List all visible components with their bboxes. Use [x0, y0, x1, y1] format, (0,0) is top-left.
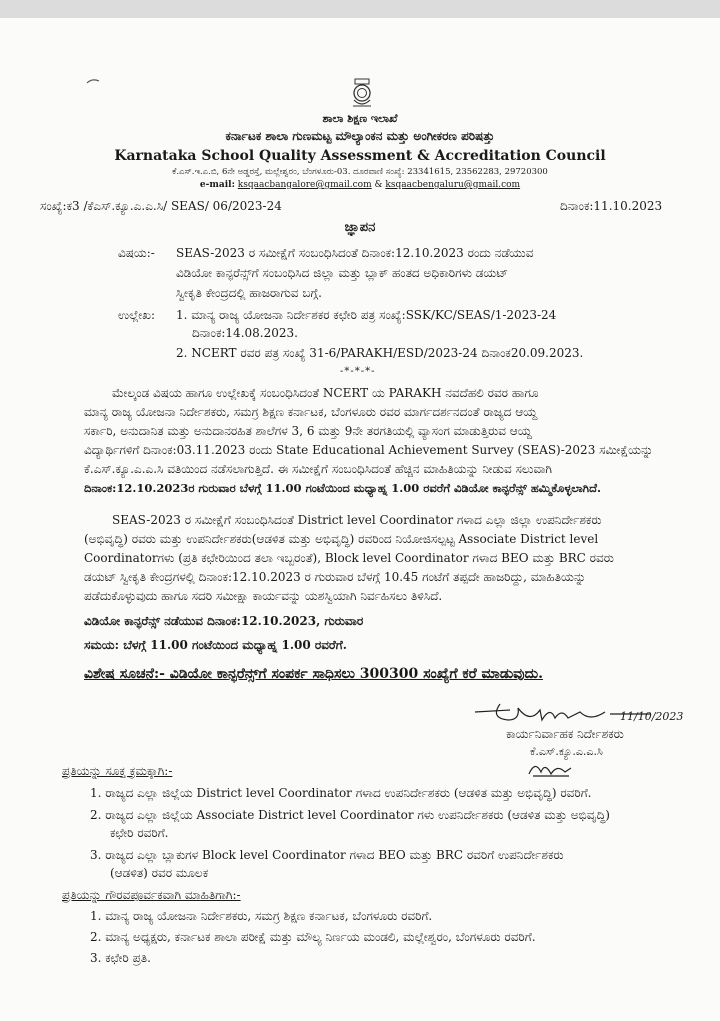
pen-mark — [86, 78, 100, 84]
para1-line: ಮಾನ್ಯ ರಾಜ್ಯ ಯೋಜನಾ ನಿರ್ದೇಶಕರು, ಸಮಗ್ರ ಶಿಕ್ಷಣ ಕರ್ನಾಟಕ, ಬೆಂಗಳೂರು ರವರ ಮಾರ್ಗದರ್ಶನದಂತೆ ರಾಜ್ಯದ ಆಯ್ದ — [84, 405, 538, 419]
para1-line: ವಿದ್ಯಾರ್ಥಿಗಳಿಗೆ ದಿನಾಂಕ:03.11.2023 ರಂದು State Educational Achievement Survey (SEAS)-2023 ಸಮೀಕ್ಷೆಯನ್ನು — [84, 443, 654, 457]
vc-date: ವಿಡಿಯೋ ಕಾನ್ಫರೆನ್ಸ್ ನಡೆಯುವ ದಿನಾಂಕ:12.10.2023, ಗುರುವಾರ — [84, 614, 364, 628]
references-label: ಉಲ್ಲೇಖ: — [118, 308, 156, 322]
copy-info-item: 2. ಮಾನ್ಯ ಅಧ್ಯಕ್ಷರು, ಕರ್ನಾಟಕ ಶಾಲಾ ಪರೀಕ್ಷೆ ಮತ್ತು ಮೌಲ್ಯ ನಿರ್ಣಯ ಮಂಡಲಿ, ಮಲ್ಲೇಶ್ವರಂ, ಬೆಂಗಳೂರು ರವರಿಗೆ. — [90, 930, 536, 944]
top-bar — [0, 0, 720, 18]
email-link-2[interactable]: ksqaacbengaluru@gmail.com — [385, 180, 521, 190]
email-label: e-mail: — [199, 180, 235, 190]
subject-line-3: ಸ್ವೀಕೃತಿ ಕೇಂದ್ರದಲ್ಲಿ ಹಾಜರಾಗುವ ಬಗ್ಗೆ. — [176, 286, 322, 300]
para1-line: ಸರ್ಕಾರಿ, ಅನುದಾನಿತ ಮತ್ತು ಅನುದಾನರಹಿತ ಶಾಲೆಗಳ 3, 6 ಮತ್ತು 9ನೇ ತರಗತಿಯಲ್ಲಿ ವ್ಯಾಸಂಗ ಮಾಡುತ್ತಿರುವ ಆಯ್ದ — [84, 424, 532, 438]
council-name-english: Karnataka School Quality Assessment & Accreditation Council — [114, 148, 606, 164]
para2-line: SEAS-2023 ರ ಸಮೀಕ್ಷೆಗೆ ಸಂಬಂಧಿಸಿದಂತೆ District level Coordinator ಗಳಾದ ಎಲ್ಲಾ ಜಿಲ್ಲಾ ಉಪನಿರ್ದೇಶಕರು — [112, 513, 602, 527]
copy-action-item-cont: ಕಛೇರಿ ರವರಿಗೆ. — [110, 826, 169, 840]
copy-action-item: 2. ರಾಜ್ಯದ ಎಲ್ಲಾ ಜಿಲ್ಲೆಯ Associate District level Coordinator ಗಳು ಉಪನಿರ್ದೇಶಕರು (ಆಡಳಿತ ಮತ್ತು ಅಭಿವೃದ್ಧಿ) — [90, 808, 610, 822]
para2-line: Coordinatorಗಳು (ಪ್ರತಿ ಕಛೇರಿಯಿಂದ ತಲಾ ಇಬ್ಬರಂತೆ), Block level Coordinator ಗಳಾದ BEO ಮತ್ತು BRC ರವರು — [84, 551, 614, 565]
subject-line-1: SEAS-2023 ರ ಸಮೀಕ್ಷೆಗೆ ಸಂಬಂಧಿಸಿದಂತೆ ದಿನಾಂಕ:12.10.2023 ರಂದು ನಡೆಯುವ — [176, 246, 534, 260]
para1-line: ದಿನಾಂಕ:12.10.2023ರ ಗುರುವಾರ ಬೆಳಗ್ಗೆ 11.00 ಗಂಟೆಯಿಂದ ಮಧ್ಯಾಹ್ನ 1.00 ರವರೆಗೆ ವಿಡಿಯೋ ಕಾನ್ಫರೆನ್ಸ್ ಹಮ್ಮಿಕೊಳ್ಳಲಾಗಿದೆ. — [84, 481, 601, 495]
reference-number: ಸಂಖ್ಯೆ:ಕ3 /ಕೆಎಸ್.ಕ್ಯೂ.ಎ.ಎ.ಸಿ/ SEAS/ 06/2023-24 — [40, 199, 282, 213]
copy-info-heading: ಪ್ರತಿಯನ್ನು ಗೌರವಪೂರ್ವಕವಾಗಿ ಮಾಹಿತಿಗಾಗಿ:- — [62, 888, 241, 902]
copy-action-item-cont: (ಆಡಳಿತ) ರವರ ಮೂಲಕ — [110, 866, 209, 880]
para2-line: ಪಡೆದುಕೊಳ್ಳುವುದು ಹಾಗೂ ಸದರಿ ಸಮೀಕ್ಷಾ ಕಾರ್ಯವನ್ನು ಯಶಸ್ವಿಯಾಗಿ ನಿರ್ವಹಿಸಲು ತಿಳಿಸಿದೆ. — [84, 589, 443, 603]
para2-line: (ಅಭಿವೃದ್ಧಿ) ರವರು ಮತ್ತು ಉಪನಿರ್ದೇಶಕರು(ಆಡಳಿತ ಮತ್ತು ಅಭಿವೃದ್ಧಿ) ರವರಿಂದ ನಿಯೋಜಿಸಲ್ಪಟ್ಟ Associate District level — [84, 532, 599, 546]
email-link-1[interactable]: ksqaacbangalore@gmail.com — [237, 180, 372, 190]
government-emblem-icon — [349, 78, 375, 108]
reference-date: ದಿನಾಂಕ:11.10.2023 — [560, 199, 663, 213]
signatory-organization: ಕೆ.ಎಸ್.ಕ್ಯೂ.ಎ.ಎ.ಸಿ — [530, 745, 603, 758]
signature-date: 11/10/2023 — [620, 710, 684, 723]
email-join: & — [374, 180, 383, 190]
para1-line: ಕೆ.ಎಸ್.ಕ್ಯೂ.ಎ.ಎ.ಸಿ ವತಿಯಿಂದ ನಡೆಸಲಾಗುತ್ತಿದೆ. ಈ ಸಮೀಕ್ಷೆಗೆ ಸಂಬಂಧಿಸಿದಂತೆ ಹೆಚ್ಚಿನ ಮಾಹಿತಿಯನ್ನು ನೀಡುವ ಸಲುವಾಗಿ — [84, 462, 552, 476]
document-title: ಜ್ಞಾಪನ — [344, 220, 376, 235]
subject-line-2: ವಿಡಿಯೋ ಕಾನ್ಫರೆನ್ಸ್‌ಗೆ ಸಂಬಂಧಿಸಿದ ಜಿಲ್ಲಾ ಮತ್ತು ಬ್ಲಾಕ್ ಹಂತದ ಅಧಿಕಾರಿಗಳು ಡಯಟ್ — [176, 266, 509, 280]
copy-info-item: 3. ಕಛೇರಿ ಪ್ರತಿ. — [90, 951, 151, 965]
copy-action-heading: ಪ್ರತಿಯನ್ನು ಸೂಕ್ತ ಕ್ರಮಕ್ಕಾಗಿ:- — [62, 764, 173, 778]
copy-action-item: 1. ರಾಜ್ಯದ ಎಲ್ಲಾ ಜಿಲ್ಲೆಯ District level Coordinator ಗಳಾದ ಉಪನಿರ್ದೇಶಕರು (ಆಡಳಿತ ಮತ್ತು ಅಭಿವೃದ್ಧಿ) ರವರಿಗೆ. — [90, 786, 592, 800]
dept-name-kannada: ಶಾಲಾ ಶಿಕ್ಷಣ ಇಲಾಖೆ — [322, 112, 398, 125]
initials-mark — [525, 758, 575, 780]
copy-info-item: 1. ಮಾನ್ಯ ರಾಜ್ಯ ಯೋಜನಾ ನಿರ್ದೇಶಕರು, ಸಮಗ್ರ ಶಿಕ್ಷಣ ಕರ್ನಾಟಕ, ಬೆಂಗಳೂರು ರವರಿಗೆ. — [90, 909, 433, 923]
reference-item-2: 2. NCERT ರವರ ಪತ್ರ ಸಂಖ್ಯೆ 31-6/PARAKH/ESD/2023-24 ದಿನಾಂಕ20.09.2023. — [176, 346, 584, 360]
signatory-designation: ಕಾರ್ಯನಿರ್ವಾಹಕ ನಿರ್ದೇಶಕರು — [506, 727, 624, 741]
council-name-kannada: ಕರ್ನಾಟಕ ಶಾಲಾ ಗುಣಮಟ್ಟ ಮೌಲ್ಯಾಂಕನ ಮತ್ತು ಅಂಗೀಕರಣ ಪರಿಷತ್ತು — [225, 129, 495, 143]
reference-item-1: 1. ಮಾನ್ಯ ರಾಜ್ಯ ಯೋಜನಾ ನಿರ್ದೇಶಕರ ಕಛೇರಿ ಪತ್ರ ಸಂಖ್ಯೆ:SSK/KC/SEAS/1-2023-24 — [176, 308, 557, 322]
section-divider: -*-*-*- — [340, 366, 376, 377]
special-note: ವಿಶೇಷ ಸೂಚನೆ:- ವಿಡಿಯೋ ಕಾನ್ಫರೆನ್ಸ್‌ಗೆ ಸಂಪರ್ಕ ಸಾಧಿಸಲು 300300 ಸಂಖ್ಯೆಗೆ ಕರೆ ಮಾಡುವುದು. — [84, 666, 543, 682]
reference-item-1-date: ದಿನಾಂಕ:14.08.2023. — [192, 326, 298, 340]
para1-line: ಮೇಲ್ಕಂಡ ವಿಷಯ ಹಾಗೂ ಉಲ್ಲೇಖಕ್ಕೆ ಸಂಬಂಧಿಸಿದಂತೆ NCERT ಯ PARAKH ನವದೆಹಲಿ ರವರ ಹಾಗೂ — [112, 386, 539, 400]
vc-time: ಸಮಯ: ಬೆಳಗ್ಗೆ 11.00 ಗಂಟೆಯಿಂದ ಮಧ್ಯಾಹ್ನ 1.00 ರವರೆಗೆ. — [84, 638, 347, 652]
copy-action-item: 3. ರಾಜ್ಯದ ಎಲ್ಲಾ ಬ್ಲಾಕುಗಳ Block level Coordinator ಗಳಾದ BEO ಮತ್ತು BRC ರವರಿಗೆ ಉಪನಿರ್ದೇಶಕರು — [90, 848, 564, 862]
para2-line: ಡಯಟ್ ಸ್ವೀಕೃತಿ ಕೇಂದ್ರಗಳಲ್ಲಿ ದಿನಾಂಕ:12.10.2023 ರ ಗುರುವಾರ ಬೆಳಗ್ಗೆ 10.45 ಗಂಟೆಗೆ ತಪ್ಪದೇ ಹಾಜರಿದ್ದು, ಮಾಹಿತಿಯನ್ನು — [84, 570, 586, 584]
subject-label: ವಿಷಯ:- — [118, 246, 155, 260]
council-address: ಕೆ.ಎಸ್.ಇ.ಎ.ಬಿ, 6ನೇ ಅಡ್ಡರಸ್ತೆ, ಮಲ್ಲೇಶ್ವರಂ, ಬೆಂಗಳೂರು-03. ದೂರವಾಣಿ ಸಂಖ್ಯೆ: 23341615, 23562283, 29720300 — [172, 167, 548, 177]
email-line — [0, 180, 720, 190]
